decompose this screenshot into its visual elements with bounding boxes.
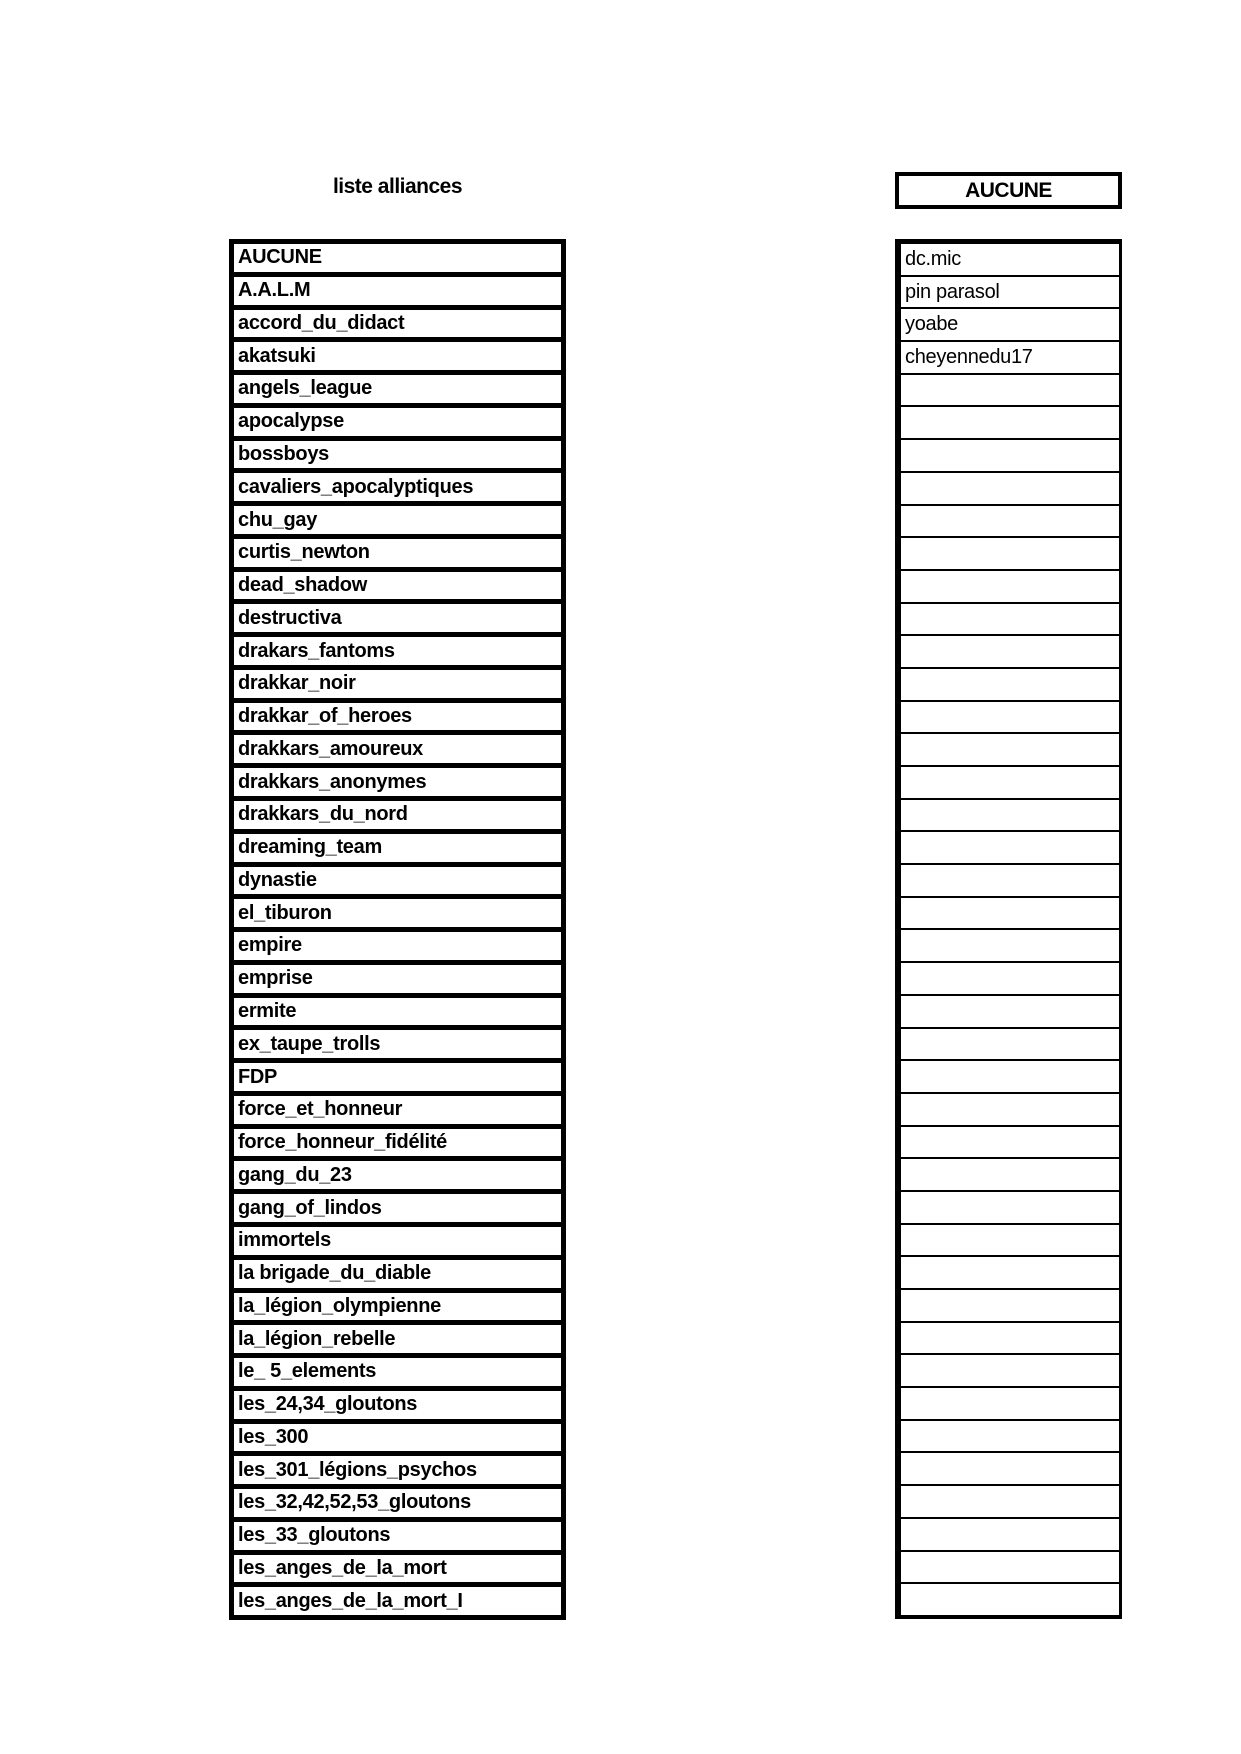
empty-member-cell [901,473,1119,506]
empty-member-cell [901,996,1119,1029]
alliance-cell [234,1424,561,1457]
members-header-label: AUCUNE [965,178,1052,202]
alliance-name: apocalypse [238,410,344,433]
alliance-cell [234,1227,561,1260]
alliance-cell [234,637,561,670]
alliance-name: emprise [238,967,313,990]
alliance-cell [234,801,561,834]
member-cell [901,277,1119,310]
alliance-cell [234,604,561,637]
empty-member-cell [901,1029,1119,1062]
empty-member-cell [901,571,1119,604]
alliance-cell [234,735,561,768]
alliances-list-title: liste alliances [332,175,463,198]
alliance-cell [234,1456,561,1489]
alliance-cell [234,1489,561,1522]
empty-member-cell [901,1486,1119,1519]
alliance-name: el_tiburon [238,901,332,924]
alliance-name: la_légion_olympienne [238,1294,441,1317]
empty-member-cell [901,1323,1119,1356]
alliance-cell [234,244,561,277]
alliance-cell [234,998,561,1031]
empty-member-cell [901,898,1119,931]
alliance-cell [234,310,561,343]
alliance-name: drakars_fantoms [238,639,395,662]
empty-member-cell [901,375,1119,408]
empty-member-cell [901,1552,1119,1585]
empty-member-cell [901,767,1119,800]
member-name: cheyennedu17 [905,345,1033,368]
alliance-cell [234,1129,561,1162]
empty-member-cell [901,506,1119,539]
alliance-cell [234,965,561,998]
alliance-name: cavaliers_apocalyptiques [238,475,474,498]
alliance-name: dreaming_team [238,836,382,859]
alliance-name: la brigade_du_diable [238,1262,431,1285]
member-cell [901,309,1119,342]
alliance-name: AUCUNE [238,246,322,269]
empty-member-cell [901,1225,1119,1258]
alliance-name: le_ 5_elements [238,1360,377,1383]
alliance-name: angels_league [238,377,372,400]
alliance-name: drakkars_anonymes [238,770,427,793]
alliance-cell [234,506,561,539]
alliance-name: gang_of_lindos [238,1196,382,1219]
empty-member-cell [901,1388,1119,1421]
alliance-name: drakkars_amoureux [238,737,424,760]
empty-member-cell [901,865,1119,898]
alliance-cell [234,1293,561,1326]
empty-member-cell [901,1519,1119,1552]
alliance-name: chu_gay [238,508,318,531]
alliance-name: drakkar_of_heroes [238,705,412,728]
empty-member-cell [901,604,1119,637]
empty-member-cell [901,1257,1119,1290]
alliance-cell [234,1522,561,1555]
member-cell [901,244,1119,277]
alliance-cell [234,1325,561,1358]
alliance-cell [234,441,561,474]
alliance-name: les_32,42,52,53_gloutons [238,1491,471,1514]
alliance-name: accord_du_didact [238,311,405,334]
alliance-cell [234,768,561,801]
empty-member-cell [901,1421,1119,1454]
alliance-name: A.A.L.M [238,279,311,302]
alliance-name: bossboys [238,442,329,465]
empty-member-cell [901,930,1119,963]
empty-member-cell [901,1159,1119,1192]
alliance-cell [234,1194,561,1227]
alliance-name: gang_du_23 [238,1163,352,1186]
alliance-cell [234,1096,561,1129]
empty-member-cell [901,1355,1119,1388]
alliance-cell [234,703,561,736]
alliance-cell [234,277,561,310]
member-cell [901,342,1119,375]
empty-member-cell [901,1584,1119,1615]
alliance-cell [234,899,561,932]
members-header-box [895,172,1122,209]
alliance-cell [234,342,561,375]
empty-member-cell [901,407,1119,440]
member-name: dc.mic [905,247,961,270]
alliance-cell [234,867,561,900]
alliance-cell [234,539,561,572]
alliance-name: dynastie [238,868,317,891]
alliance-name: les_24,34_gloutons [238,1393,418,1416]
alliance-cell [234,932,561,965]
alliance-name: les_33_gloutons [238,1524,391,1547]
empty-member-cell [901,1127,1119,1160]
alliance-cell [234,1358,561,1391]
alliance-cell [234,572,561,605]
alliance-name: force_honneur_fidélité [238,1131,447,1154]
alliance-cell [234,1391,561,1424]
alliance-cell [234,670,561,703]
alliance-name: dead_shadow [238,574,367,597]
alliance-name: les_anges_de_la_mort_I [238,1589,463,1612]
alliance-cell [234,1587,561,1615]
alliance-name: ex_taupe_trolls [238,1032,381,1055]
alliance-name: drakkar_noir [238,672,356,695]
empty-member-cell [901,832,1119,865]
empty-member-cell [901,800,1119,833]
empty-member-cell [901,1453,1119,1486]
members-table [895,239,1122,1619]
alliance-cell [234,834,561,867]
empty-member-cell [901,1061,1119,1094]
alliance-cell [234,1260,561,1293]
alliance-name: destructiva [238,606,342,629]
member-name: yoabe [905,313,958,336]
empty-member-cell [901,963,1119,996]
alliance-cell [234,408,561,441]
alliance-name: les_301_légions_psychos [238,1458,477,1481]
alliance-cell [234,375,561,408]
alliance-cell [234,1161,561,1194]
empty-member-cell [901,702,1119,735]
alliance-name: ermite [238,999,297,1022]
alliance-name: la_légion_rebelle [238,1327,396,1350]
alliance-cell [234,473,561,506]
alliance-name: drakkars_du_nord [238,803,408,826]
alliance-name: immortels [238,1229,331,1252]
alliance-name: les_anges_de_la_mort [238,1557,447,1579]
empty-member-cell [901,734,1119,767]
alliance-cell [234,1063,561,1096]
member-name: pin parasol [905,280,1000,303]
alliance-cell [234,1030,561,1063]
empty-member-cell [901,1094,1119,1127]
empty-member-cell [901,1192,1119,1225]
alliance-name: les_300 [238,1425,309,1448]
alliance-name: force_et_honneur [238,1098,403,1121]
alliance-name: FDP [238,1065,278,1088]
alliance-name: curtis_newton [238,541,370,564]
empty-member-cell [901,636,1119,669]
empty-member-cell [901,538,1119,571]
alliance-cell [234,1555,561,1588]
alliances-table [229,239,566,1620]
alliance-name: akatsuki [238,344,316,367]
alliance-name: empire [238,934,302,957]
empty-member-cell [901,669,1119,702]
empty-member-cell [901,440,1119,473]
empty-member-cell [901,1290,1119,1323]
